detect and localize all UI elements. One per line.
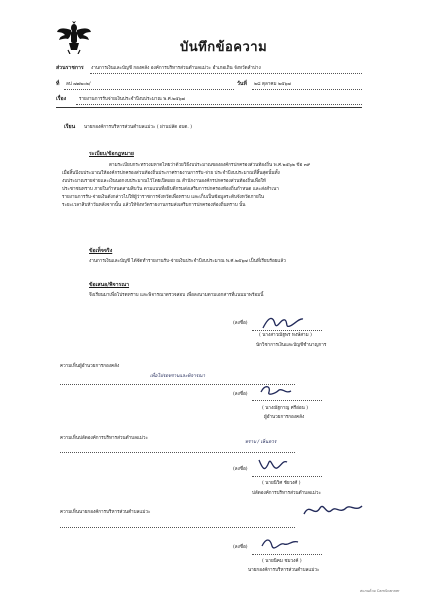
handwritten-signature-4: [258, 534, 304, 554]
signatory-position: ปลัดองค์การบริหารส่วนตำบลแม่วะ: [252, 491, 321, 496]
signatory-name: ( นางณัฐกาญ ศรีอ่อน ): [262, 406, 309, 411]
signature-dotline: [252, 400, 322, 401]
signature-label: (ลงชื่อ): [233, 321, 248, 326]
ref-dotline: [64, 89, 234, 90]
memo-title: บันทึกข้อความ: [180, 40, 268, 55]
proposal-heading: ข้อเสนอ/พิจารณา: [89, 282, 130, 288]
signatory-position: นักวิชาการเงินและบัญชีชำนาญการ: [256, 343, 327, 348]
salutation-label: เรียน: [64, 124, 76, 130]
signatory-position: ผู้อำนวยการกองคลัง: [264, 415, 305, 420]
opinion-dotline: [60, 527, 295, 528]
regulation-line: ตามระเบียบกระทรวงมหาดไทยว่าด้วยวิธีงบประมาณขององค์กรปกครองส่วนท้องถิ่น พ.ศ.๒๕๖๒ ข้อ ๓๙: [109, 163, 311, 168]
signatory-name: ( นายนิคม ชมวงค์ ): [262, 559, 302, 564]
subject-label: เรื่อง: [56, 96, 67, 102]
signatory-position: นายกองค์การบริหารส่วนตำบลแม่วะ: [248, 568, 320, 573]
regulation-line: ประชาชนทราบ ภายในกำหนดสามสิบวัน ตามแบบที่อธิบดีกรมส่งเสริมการปกครองท้องถิ่นกำหนด และส่งสำเนา: [62, 187, 279, 192]
header-divider: [56, 107, 362, 108]
regulation-line: รายงานการรับ-จ่ายเงินดังกล่าวไปให้ผู้ว่าราชการจังหวัดเพื่อทราบ และเก็บเป็นข้อมูลระดับจังหวัดภายใน: [62, 195, 265, 200]
deputy-handwritten-note: ทราบ / เห็นควร: [245, 440, 277, 445]
regulation-line: งบประมาณรายจ่ายและเงินนอกงบประมาณไว้โดยเปิดเผย ณ สำนักงานองค์กรปกครองส่วนท้องถิ่นเพื่อให้: [62, 179, 266, 184]
subject-value: รายงานการรับจ่ายเงินประจำปีงบประมาณ พ.ศ.๒๕๖๗: [79, 97, 185, 102]
mayor-handwritten-note: [300, 498, 370, 522]
signature-dotline: [252, 330, 322, 331]
agency-value: งานการเงินและบัญชี กองคลัง องค์การบริหารส่วนตำบลแม่วะ อำเภอเถิน จังหวัดลำปาง: [91, 66, 261, 71]
ref-value: ลป ๗๗๒๐๒/: [66, 82, 91, 87]
date-dotline: [252, 89, 362, 90]
signature-label: (ลงชื่อ): [233, 545, 248, 550]
facts-heading: ข้อเท็จจริง: [89, 248, 113, 254]
regulation-line: เมื่อสิ้นปีงบประมาณให้องค์กรปกครองส่วนท้องถิ่นประกาศรายงานการรับ-จ่าย ประจำปีงบประมาณที่สิ้นสุดนั้นทั้ง: [62, 171, 280, 176]
opinion-dotline: [60, 452, 295, 453]
signature-dotline: [252, 476, 322, 477]
signature-label: (ลงชื่อ): [233, 467, 248, 472]
ref-label: ที่: [56, 81, 60, 87]
handwritten-signature-2: [255, 382, 305, 400]
agency-label: ส่วนราชการ: [56, 65, 84, 71]
agency-dotline: [90, 73, 362, 74]
signature-label: (ลงชื่อ): [233, 392, 248, 397]
subject-dotline: [76, 104, 362, 105]
handwritten-signature-3: [255, 456, 295, 476]
scanner-watermark: สแกนด้วย CamScanner: [360, 589, 400, 593]
proposal-line: จึงเรียนมาเพื่อโปรดทราบ และพิจารณาตรวจสอบ เพื่อลงนามตามเอกสารที่แนบมาพร้อมนี้: [89, 293, 264, 298]
finance-director-opinion-label: ความเห็นผู้อำนวยการกองคลัง: [60, 364, 120, 369]
deputy-opinion-label: ความเห็นปลัดองค์การบริหารส่วนตำบลแม่วะ: [60, 436, 148, 441]
regulation-line: ระยะเวลาสิบห้าวันหลังจากนั้น แล้วให้จังหวัดรายงานกรมส่งเสริมการปกครองท้องถิ่นทราบ นั้น: [62, 203, 246, 208]
facts-line: งานการเงินและบัญชี ได้จัดทำรายงานรับ-จ่ายเงินประจำปีงบประมาณ พ.ศ.๒๕๖๗ เป็นที่เรียบร้อยแล้ว: [89, 259, 286, 264]
finance-director-handwritten-note: เพื่อโปรดทราบและพิจารณา: [150, 374, 206, 379]
signatory-name: ( นางสาวณัฐพร หงษ์สาม ): [259, 333, 312, 338]
signature-dotline: [252, 554, 322, 555]
signatory-name: ( นายนิวิศ ชัยวงศ์ ): [262, 481, 301, 486]
garuda-emblem-icon: [56, 20, 92, 54]
regulation-heading: ระเบียบ/ข้อกฎหมาย: [89, 151, 134, 157]
date-value: ๒๘ ตุลาคม ๒๕๖๗: [254, 82, 291, 87]
date-label: วันที่: [237, 81, 247, 87]
mayor-opinion-label: ความเห็นนายกองค์การบริหารส่วนตำบลแม่วะ: [60, 510, 151, 515]
salutation-value: นายกองค์การบริหารส่วนตำบลแม่วะ ( ผ่านปลัด อบต. ): [84, 125, 193, 130]
